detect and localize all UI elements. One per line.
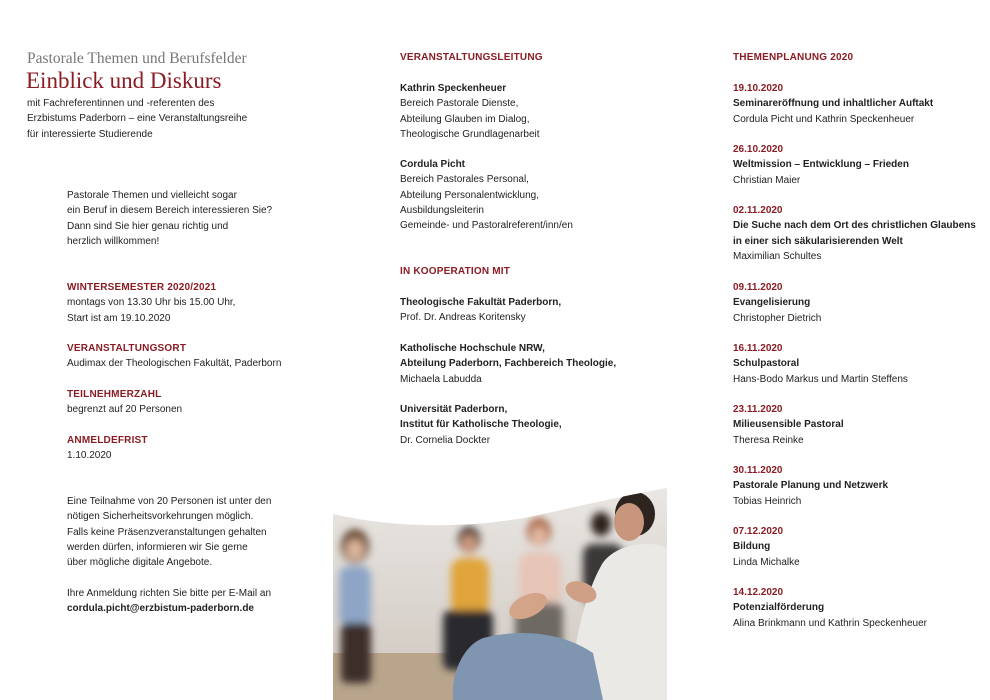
session-speaker: Theresa Reinke (733, 434, 804, 446)
subtitle (27, 96, 247, 142)
discussion-photo (333, 488, 667, 700)
session-topic: in einer sich säkularisierenden Welt (733, 235, 903, 247)
session-date: 02.11.2020 (733, 205, 783, 216)
session-speaker: Tobias Heinrich (733, 495, 802, 507)
partner-institution: Abteilung Paderborn, Fachbereich Theologie, (400, 358, 617, 370)
intro-line: herzlich willkommen! (67, 235, 160, 247)
leadership-label: VERANSTALTUNGSLEITUNG (400, 52, 543, 63)
participants-section (67, 387, 182, 418)
partner-card (400, 295, 561, 326)
notice-line: Falls keine Präsenzveranstaltungen gehalten (67, 526, 267, 538)
participants-line: begrenzt auf 20 Personen (67, 404, 183, 416)
session-item (733, 142, 909, 188)
leader-card (400, 81, 540, 142)
deadline-section (67, 433, 148, 464)
kicker: Pastorale Themen und Berufsfelder (27, 50, 247, 67)
notice-line: Eine Teilnahme von 20 Personen ist unter den (67, 496, 272, 507)
session-item (733, 585, 927, 631)
partner-contact: Dr. Cornelia Dockter (400, 434, 491, 446)
page-title: Einblick und Diskurs (26, 68, 222, 93)
session-item (733, 463, 888, 509)
venue-section (67, 341, 281, 372)
partner-institution: Institut für Katholische Theologie, (400, 419, 562, 431)
leader-line: Ausbildungsleiterin (400, 204, 484, 216)
session-speaker: Alina Brinkmann und Kathrin Speckenheuer (733, 617, 928, 629)
session-topic: Bildung (733, 541, 771, 553)
intro-line: Dann sind Sie hier genau richtig und (67, 220, 229, 232)
partner-institution: Universität Paderborn, (400, 404, 508, 415)
session-date: 14.12.2020 (733, 587, 784, 598)
intro-line: ein Beruf in diesem Bereich interessieren Sie? (67, 205, 273, 217)
leader-line: Abteilung Personalentwicklung, (400, 189, 539, 201)
session-date: 23.11.2020 (733, 404, 783, 415)
venue-label: VERANSTALTUNGSORT (67, 343, 187, 354)
deadline-label: ANMELDEFRIST (67, 435, 148, 446)
notice-text (67, 494, 271, 570)
session-topic: Milieusensible Pastoral (733, 419, 844, 431)
session-topic: Pastorale Planung und Netzwerk (733, 480, 889, 492)
partner-institution: Theologische Fakultät Paderborn, (400, 297, 562, 308)
session-topic: Die Suche nach dem Ort des christlichen Glaubens (733, 220, 976, 232)
registration (67, 586, 271, 617)
leader-line: Bereich Pastorale Dienste, (400, 98, 519, 110)
session-speaker: Linda Michalke (733, 556, 800, 568)
notice-line: über mögliche digitale Angebote. (67, 557, 213, 569)
session-topic: Potenzialförderung (733, 602, 825, 614)
leader-card (400, 157, 573, 233)
session-topic: Weltmission – Entwicklung – Frieden (733, 159, 909, 171)
intro-text (67, 188, 272, 249)
session-topic: Evangelisierung (733, 297, 811, 309)
leader-line: Theologische Grundlagenarbeit (400, 128, 540, 140)
semester-line: montags von 13.30 Uhr bis 15.00 Uhr, (67, 297, 236, 309)
session-date: 30.11.2020 (733, 465, 783, 476)
semester-label: WINTERSEMESTER 2020/2021 (67, 282, 217, 293)
notice-line: werden dürfen, informieren wir Sie gerne (67, 541, 248, 553)
subtitle-line: mit Fachreferentinnen und -referenten des (27, 98, 215, 109)
deadline-line: 1.10.2020 (67, 450, 112, 462)
notice-line: nötigen Sicherheitsvorkehrungen möglich. (67, 511, 254, 523)
registration-email-link[interactable]: cordula.picht@erzbistum-paderborn.de (67, 603, 254, 615)
session-item (733, 81, 933, 127)
session-date: 07.12.2020 (733, 526, 784, 537)
partner-contact: Michaela Labudda (400, 373, 482, 385)
session-date: 16.11.2020 (733, 343, 783, 354)
session-speaker: Christopher Dietrich (733, 312, 822, 324)
session-speaker: Hans-Bodo Markus und Martin Steffens (733, 373, 908, 385)
venue-line: Audimax der Theologischen Fakultät, Paderborn (67, 358, 282, 370)
session-item (733, 524, 800, 570)
schedule-label: THEMENPLANUNG 2020 (733, 52, 854, 63)
cooperation-label: IN KOOPERATION MIT (400, 266, 511, 277)
session-item (733, 402, 844, 448)
leader-name: Cordula Picht (400, 159, 466, 170)
session-date: 09.11.2020 (733, 282, 783, 293)
intro-line: Pastorale Themen und vielleicht sogar (67, 190, 237, 201)
partner-card (400, 341, 616, 387)
session-item (733, 203, 976, 264)
leader-name: Kathrin Speckenheuer (400, 83, 507, 94)
registration-text: Ihre Anmeldung richten Sie bitte per E-Mail an (67, 588, 271, 599)
partner-institution: Katholische Hochschule NRW, (400, 343, 545, 354)
semester-section (67, 280, 235, 326)
session-item (733, 341, 908, 387)
leader-line: Gemeinde- und Pastoralreferent/inn/en (400, 220, 573, 232)
participants-label: TEILNEHMERZAHL (67, 389, 162, 400)
session-date: 26.10.2020 (733, 144, 784, 155)
subtitle-line: Erzbistums Paderborn – eine Veranstaltungsreihe (27, 113, 248, 125)
partner-card (400, 402, 562, 448)
session-topic: Seminareröffnung und inhaltlicher Auftakt (733, 98, 934, 110)
session-date: 19.10.2020 (733, 83, 784, 94)
partner-contact: Prof. Dr. Andreas Koritensky (400, 312, 526, 324)
session-speaker: Maximilian Schultes (733, 250, 822, 262)
session-topic: Schulpastoral (733, 358, 800, 370)
leader-line: Abteilung Glauben im Dialog, (400, 113, 530, 125)
session-speaker: Cordula Picht und Kathrin Speckenheuer (733, 113, 915, 125)
subtitle-line: für interessierte Studierende (27, 128, 153, 140)
leader-line: Bereich Pastorales Personal, (400, 174, 529, 186)
semester-line: Start ist am 19.10.2020 (67, 312, 171, 324)
session-speaker: Christian Maier (733, 174, 801, 186)
session-item (733, 280, 821, 326)
